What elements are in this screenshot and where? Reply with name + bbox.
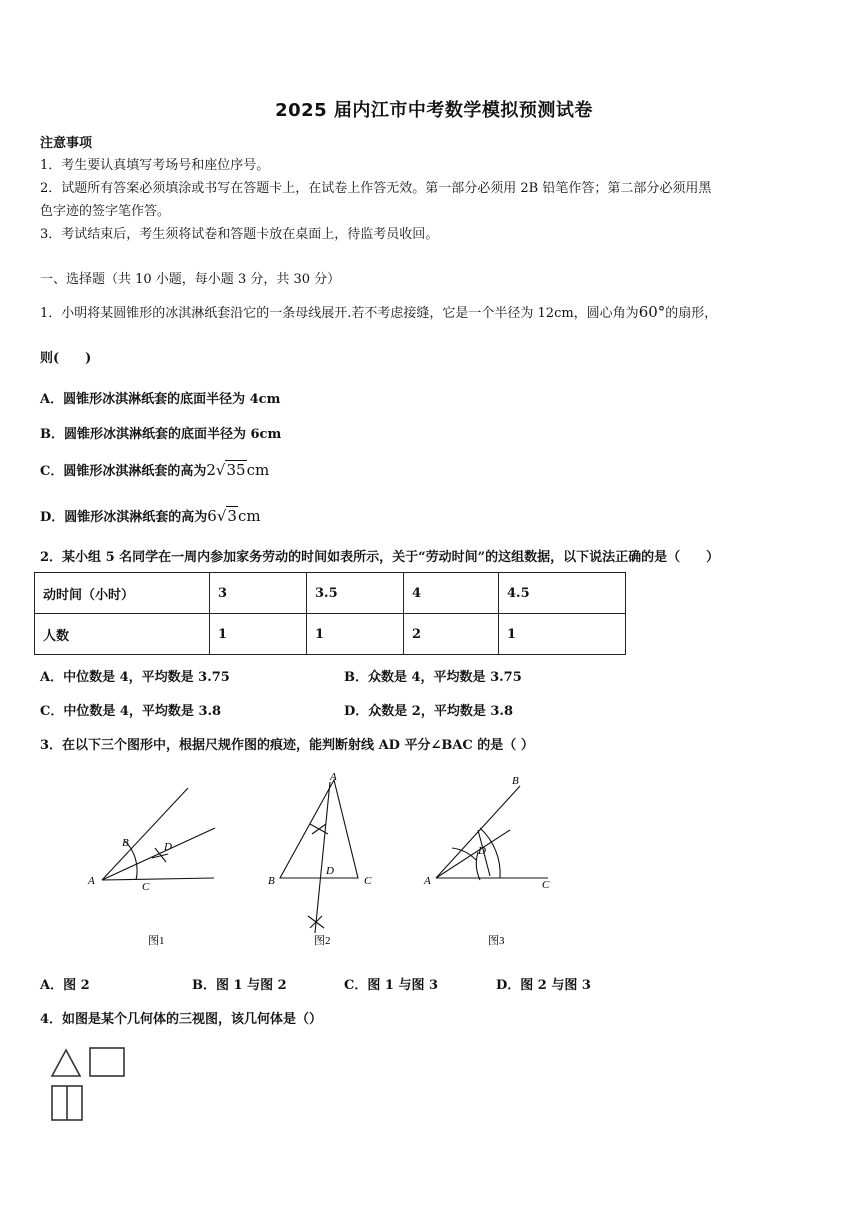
q1-option-a: A．圆锥形冰淇淋纸套的底面半径为 4cm (40, 392, 281, 407)
q3-stem: 3．在以下三个图形中，根据尺规作图的痕迹，能判断射线 AD 平分∠BAC 的是（ ） (40, 738, 534, 753)
q3-option-b: B．图 1 与图 2 (192, 978, 287, 993)
table-cell: 4 (404, 573, 499, 614)
q3-option-c: C．图 1 与图 3 (344, 978, 439, 993)
table-row (35, 573, 626, 614)
q4-three-views (44, 1040, 144, 1130)
fig3-label-d: D (478, 845, 486, 857)
q1-stem-c: 则( ) (40, 351, 92, 366)
notice-item-1: 1．考生要认真填写考场号和座位序号。 (40, 158, 270, 173)
q2-option-b: B．众数是 4，平均数是 3.75 (344, 670, 522, 685)
table-cell: 2 (404, 614, 499, 655)
page-title: 2025 届内江市中考数学模拟预测试卷 (275, 100, 593, 121)
section-heading: 一、选择题（共 10 小题，每小题 3 分，共 30 分） (40, 272, 341, 287)
fig1-caption: 图1 (148, 935, 165, 947)
q1-stem (40, 302, 717, 321)
q1-option-c: C．圆锥形冰淇淋纸套的高为2√35cm (40, 461, 270, 479)
fig2-caption: 图2 (314, 935, 331, 947)
q2-option-a: A．中位数是 4，平均数是 3.75 (40, 670, 230, 685)
table-cell: 1 (307, 614, 404, 655)
fig3-label-b: B (512, 775, 519, 787)
table-cell: 1 (499, 614, 626, 655)
q1-angle: 60° (638, 303, 666, 321)
q1-stem-a: 1．小明将某圆锥形的冰淇淋纸套沿它的一条母线展开.若不考虑接缝，它是一个半径为 12cm，圆心角为 (40, 306, 639, 321)
side-view-rectangle (90, 1048, 124, 1076)
q2-option-d: D．众数是 2，平均数是 3.8 (344, 704, 513, 719)
fig2-label-d: D (326, 865, 334, 877)
q3-option-d: D．图 2 与图 3 (496, 978, 591, 993)
q1-option-d-radicand: 3 (227, 507, 237, 525)
table-cell: 3 (210, 573, 307, 614)
q1-option-d-unit: cm (237, 507, 261, 525)
fig2-label-c: C (364, 875, 372, 887)
q3-figures (80, 768, 580, 958)
fig2-label-b: B (268, 875, 275, 887)
notice-heading: 注意事项 (40, 136, 93, 151)
q1-option-c-radicand: 35 (226, 461, 246, 479)
fig3-label-c: C (542, 879, 550, 891)
q1-option-d-coef: 6 (207, 507, 217, 525)
table-cell: 4.5 (499, 573, 626, 614)
q2-option-c: C．中位数是 4，平均数是 3.8 (40, 704, 222, 719)
fig1-label-a: A (88, 875, 95, 887)
notice-item-2a: 2．试题所有答案必须填涂或书写在答题卡上，在试卷上作答无效。第一部分必须用 2B 铅笔作答；第二部分必须用黑 (40, 181, 712, 196)
q4-stem: 4．如图是某个几何体的三视图，该几何体是（） (40, 1012, 323, 1027)
q1-stem-b: 的扇形， (665, 306, 718, 321)
table-cell: 3.5 (307, 573, 404, 614)
table-row (35, 614, 626, 655)
notice-item-2b: 色字迹的签字笔作答。 (40, 204, 171, 219)
figure-2 (280, 780, 358, 933)
figure-3 (436, 786, 548, 880)
figure-1 (102, 788, 215, 880)
notice-item-3: 3．考试结束后，考生须将试卷和答题卡放在桌面上，待监考员收回。 (40, 227, 439, 242)
labor-time-table (34, 572, 626, 655)
fig2-label-a: A (330, 771, 337, 783)
q1-option-b: B．圆锥形冰淇淋纸套的底面半径为 6cm (40, 427, 282, 442)
table-cell: 人数 (35, 614, 210, 655)
q2-stem: 2．某小组 5 名同学在一周内参加家务劳动的时间如表所示，关于“劳动时间”的这组数据，以下说法正确的是（ ） (40, 550, 720, 565)
fig1-label-b: B (122, 837, 129, 849)
table-cell: 1 (210, 614, 307, 655)
q1-option-c-unit: cm (246, 461, 270, 479)
fig3-label-a: A (424, 875, 431, 887)
q3-option-a: A．图 2 (40, 978, 90, 993)
q1-option-d-text: D．圆锥形冰淇淋纸套的高为 (40, 510, 208, 525)
fig1-label-d: D (164, 841, 172, 853)
fig1-label-c: C (142, 881, 150, 893)
q1-option-d: D．圆锥形冰淇淋纸套的高为6√3cm (40, 507, 261, 525)
fig3-caption: 图3 (488, 935, 505, 947)
front-view-triangle (52, 1050, 80, 1076)
q1-option-c-text: C．圆锥形冰淇淋纸套的高为 (40, 464, 207, 479)
q1-option-c-coef: 2 (206, 461, 216, 479)
table-cell: 动时间（小时） (35, 573, 210, 614)
